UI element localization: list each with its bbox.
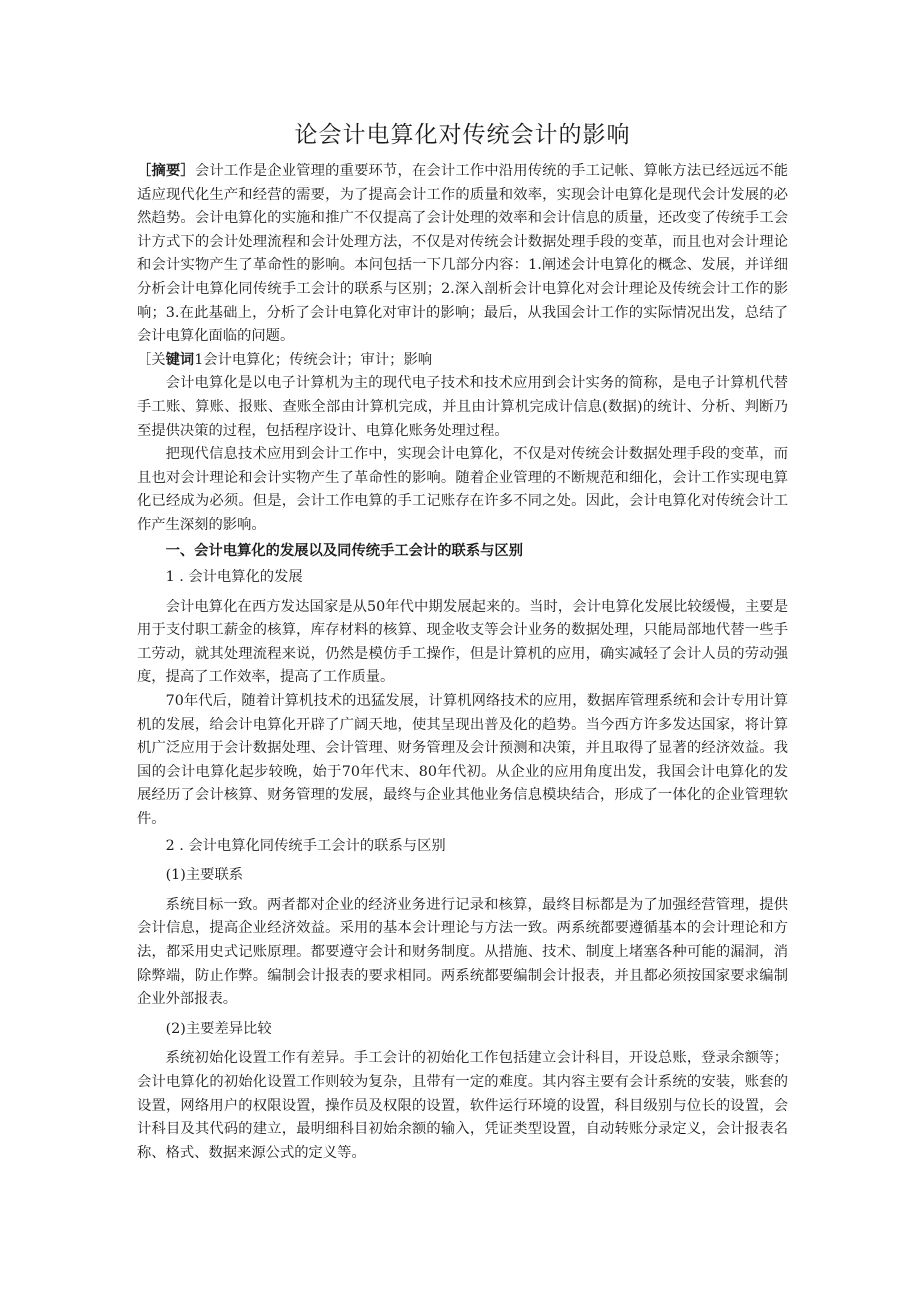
subsection-2-heading: 2 . 会计电算化同传统手工会计的联系与区别 <box>165 837 446 854</box>
keywords-prefix: ［关 <box>137 351 166 368</box>
keywords-paragraph <box>137 349 788 373</box>
intro-paragraph-2: 把现代信息技术应用到会计工作中，实现会计电算化，不仅是对传统会计数据处理手段的变革，而且也对会计理论和会计实物产生了革命性的影响。随着企业管理的不断规范和细化，会计工作实现电算化已经成为必须。但是，会计工作电算的手工记账存在许多不同之处。因此，会计电算化对传统会计工作产生深刻的影响。 <box>137 446 788 533</box>
part-2-paragraph: 系统初始化设置工作有差异。手工会计的初始化工作包括建立会计科目，开设总账，登录余额等；会计电算化的初始化设置工作则较为复杂，且带有一定的难度。其内容主要有会计系统的安装，账套的设置，网络用户的权限设置，操作员及权限的设置，软件运行环境的设置，科目级别与位长的设置，会计科目及其代码的建立，最明细科目初始余额的输入，凭证类型设置，自动转账分录定义，会计报表名称、格式、数据来源公式的定义等。 <box>137 1050 788 1161</box>
subsection-1-paragraph-1: 会计电算化在西方发达国家是从50年代中期发展起来的。当时，会计电算化发展比较缓慢，主要是用于支付职工薪金的核算，库存材料的核算、现金收支等会计业务的数据处理，只能局部地代替一些手工劳动，就其处理流程来说，仍然是模仿手工操作，但是计算机的应用，确实减轻了会计人员的劳动强度，提高了工作效率，提高了工作质量。 <box>137 598 788 686</box>
part-1-heading: (1)主要联系 <box>165 867 244 884</box>
abstract-text: 会计工作是企业管理的重要环节，在会计工作中沿用传统的手工记帐、算帐方法已经远远不能适应现代化生产和经营的需要，为了提高会计工作的质量和效率，实现会计电算化是现代会计发展的必然趋势。会计电算化的实施和推广不仅提高了会计处理的效率和会计信息的质量，还改变了传统手工会计方式下的会计处理流程和会计处理方法，不仅是对传统会计数据处理手段的变革，而且也对会计理论和会计实物产生了革命性的影响。本问包括一下几部分内容：1.阐述会计电算化的概念、发展，并详细分析会计电算化同传统手工会计的联系与区别；2.深入剖析会计电算化对会计理论及传统会计工作的影响；3.在此基础上，分析了会计电算化对审计的影响；最后，从我国会计工作的实际情况出发，总结了会计电算化面临的问题。 <box>137 163 789 345</box>
abstract-paragraph <box>137 160 788 349</box>
keywords-label: 键词 <box>165 351 195 368</box>
intro-paragraph-1: 会计电算化是以电子计算机为主的现代电子技术和技术应用到会计实务的简称，是电子计算机代替手工账、算账、报账、查账全部由计算机完成，并且由计算机完成计信息(数据)的统计、分析、判断乃至提供决策的过程，包括程序设计、电算化账务处理过程。 <box>137 375 788 439</box>
part-2-heading: (2)主要差异比较 <box>165 1020 272 1037</box>
part-1-paragraph: 系统目标一致。两者都对企业的经济业务进行记录和核算，最终目标都是为了加强经营管理，提供会计信息，提高企业经济效益。采用的基本会计理论与方法一致。两系统都要遵循基本的会计理论和方法，都采用史式记账原理。都要遵守会计和财务制度。从措施、技术、制度上堵塞各种可能的漏洞，消除弊端，防止作弊。编制会计报表的要求相同。两系统都要编制会计报表，并且都必须按国家要求编制企业外部报表。 <box>137 896 788 1008</box>
subsection-1-heading: 1 . 会计电算化的发展 <box>165 569 303 586</box>
abstract-label: ［摘要］ <box>137 163 195 179</box>
subsection-1-paragraph-2: 70年代后，随着计算机技术的迅猛发展，计算机网络技术的应用，数据库管理系统和会计专用计算机的发展，给会计电算化开辟了广阔天地，使其呈现出普及化的趋势。当今西方许多发达国家，将计算机广泛应用于会计数据处理、会计管理、财务管理及会计预测和决策，并且取得了显著的经济效益。我国的会计电算化起步较晚，始于70年代末、80年代初。从企业的应用角度出发，我国会计电算化的发展经历了会计核算、财务管理的发展，最终与企业其他业务信息模块结合，形成了一体化的企业管理软件。 <box>137 693 788 828</box>
keywords-text: 1会计电算化；传统会计；审计；影响 <box>194 351 433 368</box>
document-page <box>137 118 788 1165</box>
paper-title: 论会计电算化对传统会计的影响 <box>294 122 631 148</box>
section-1-heading: 一、会计电算化的发展以及同传统手工会计的联系与区别 <box>165 542 524 559</box>
